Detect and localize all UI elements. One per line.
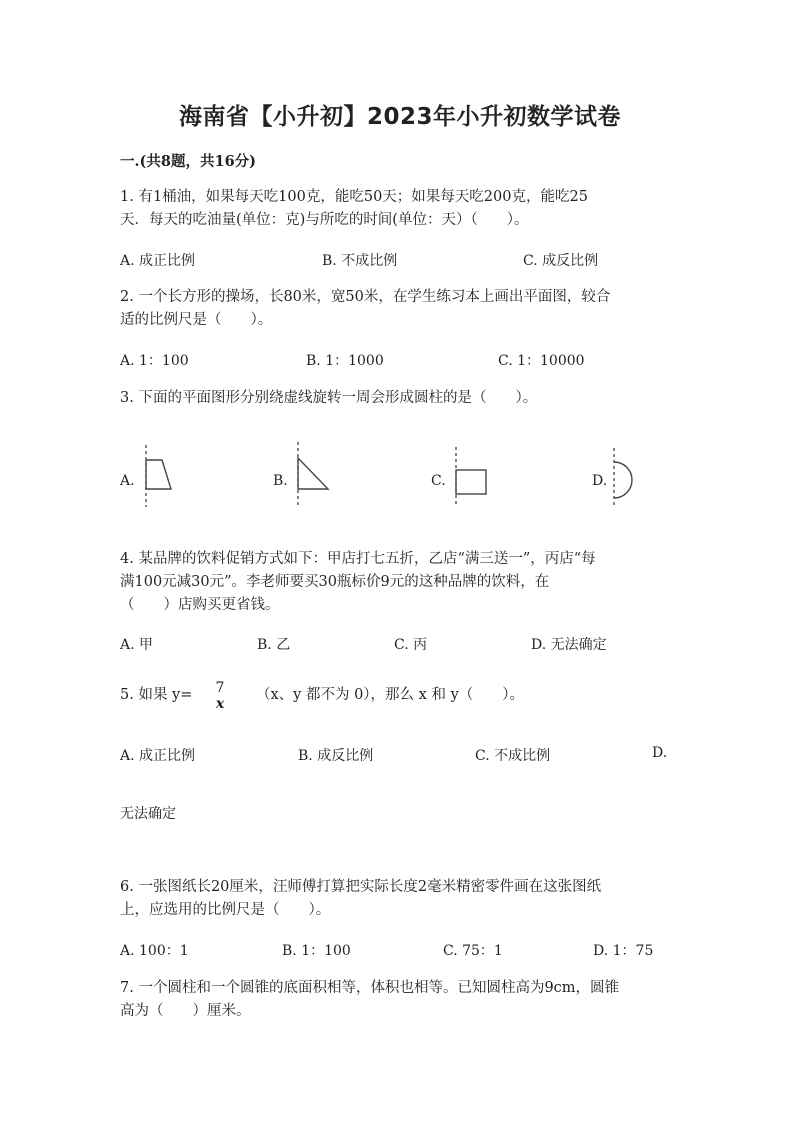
question-4-option-d[interactable]: D. 无法确定 [531,637,607,653]
question-2-option-a[interactable]: A. 1：100 [120,353,189,369]
question-5-suffix: （x、y 都不为 0），那么 x 和 y（ ）。 [256,687,525,703]
question-4-option-b[interactable]: B. 乙 [257,637,291,653]
question-3-line-1: 3. 下面的平面图形分别绕虚线旋转一周会形成圆柱的是（ ）。 [120,390,538,406]
question-7-line-2: 高为（ ）厘米。 [120,1003,251,1019]
fraction-denominator: x [215,696,225,712]
semicircle-figure [606,448,646,510]
question-4-line-1: 4. 某品牌的饮料促销方式如下：甲店打七五折，乙店“满三送一”，丙店“每 [120,551,596,567]
question-3-option-d[interactable]: D. [592,473,608,489]
question-3-option-c[interactable]: C. [431,473,446,489]
question-3-option-b[interactable]: B. [273,473,288,489]
question-1-option-b[interactable]: B. 不成比例 [322,253,398,269]
question-1-option-c[interactable]: C. 成反比例 [523,253,599,269]
question-5-option-d[interactable]: D. [652,745,668,761]
question-6-line-1: 6. 一张图纸长20厘米，汪师傅打算把实际长度2毫米精密零件画在这张图纸 [120,879,602,895]
question-4-line-2: 满100元减30元”。李老师要买30瓶标价9元的这种品牌的饮料，在 [120,574,550,590]
question-2-option-c[interactable]: C. 1：10000 [498,353,585,369]
question-2-line-1: 2. 一个长方形的操场，长80米，宽50米，在学生练习本上画出平面图，较合 [120,289,611,305]
trapezoid-figure [138,445,178,510]
section-heading: 一.(共8题，共16分) [120,153,257,170]
question-1-line-2: 天．每天的吃油量(单位：克)与所吃的时间(单位：天）（ ）。 [120,212,529,228]
question-1-line-1: 1. 有1桶油，如果每天吃100克，能吃50天；如果每天吃200克，能吃25 [120,189,588,205]
question-4-line-3: （ ）店购买更省钱。 [120,597,280,613]
question-6-option-d[interactable]: D. 1：75 [593,943,654,959]
fraction-numerator: 7 [215,680,225,696]
rectangle-figure [448,447,492,509]
question-5-prefix: 5. 如果 y= [120,687,193,703]
question-6-option-a[interactable]: A. 100：1 [120,943,189,959]
right-triangle-figure [290,442,334,510]
question-1-option-a[interactable]: A. 成正比例 [120,253,196,269]
question-6-line-2: 上，应选用的比例尺是（ ）。 [120,902,331,918]
page-title: 海南省【小升初】2023年小升初数学试卷 [178,104,621,130]
question-3-option-a[interactable]: A. [120,473,135,489]
question-6-option-b[interactable]: B. 1：100 [282,943,351,959]
question-2-option-b[interactable]: B. 1：1000 [306,353,384,369]
question-5-option-c[interactable]: C. 不成比例 [475,748,551,764]
question-6-option-c[interactable]: C. 75：1 [443,943,503,959]
fraction-7-over-x [210,680,230,712]
question-2-line-2: 适的比例尺是（ ）。 [120,312,273,328]
question-5-option-a[interactable]: A. 成正比例 [120,748,196,764]
question-7-line-1: 7. 一个圆柱和一个圆锥的底面积相等，体积也相等。已知圆柱高为9cm，圆锥 [120,980,620,996]
question-5-option-d-text: 无法确定 [120,806,176,822]
question-4-option-c[interactable]: C. 丙 [394,637,428,653]
question-5-option-b[interactable]: B. 成反比例 [298,748,374,764]
question-4-option-a[interactable]: A. 甲 [120,637,154,653]
